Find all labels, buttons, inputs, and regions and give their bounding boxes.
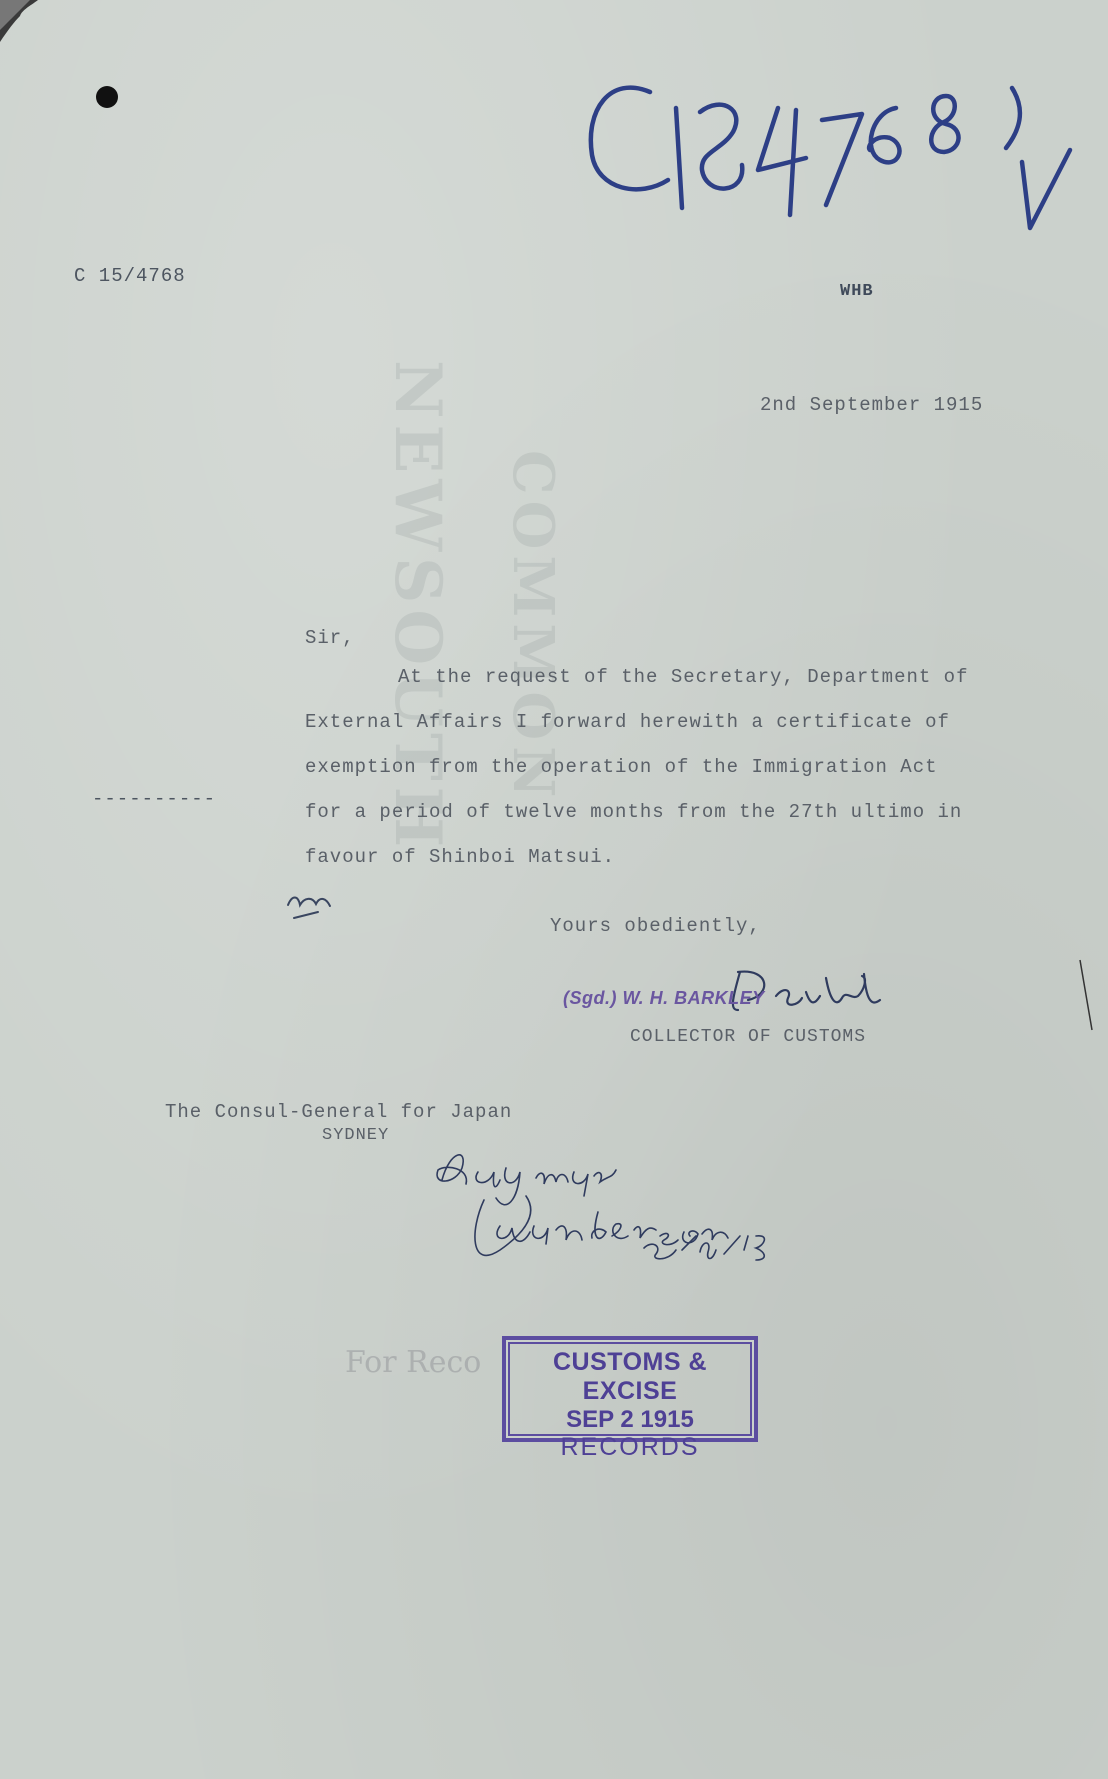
handwritten-reference-number xyxy=(591,88,1070,228)
watermark: NEWSOUTH xyxy=(380,360,455,854)
addressee: The Consul-General for Japan xyxy=(165,1101,513,1123)
body-line: exemption from the operation of the Immigration Act xyxy=(305,756,938,778)
salutation: Sir, xyxy=(305,627,355,649)
signature-stamp: (Sgd.) W. H. BARKLEY xyxy=(563,988,765,1008)
handwritten-notes xyxy=(437,1155,764,1260)
body-line: favour of Shinboi Matsui. xyxy=(305,846,616,868)
watermark: COMMON xyxy=(500,450,566,804)
addressee-city: SYDNEY xyxy=(322,1126,390,1145)
stamp-line: CUSTOMS & EXCISE xyxy=(552,1348,708,1405)
dash-marker: ---------- xyxy=(92,788,217,810)
body-line: At the request of the Secretary, Department of xyxy=(398,666,969,688)
letter-date: 2nd September 1915 xyxy=(760,394,984,416)
records-stamp xyxy=(502,1336,758,1462)
stamp-date: SEP 2 1915 xyxy=(566,1405,694,1433)
faint-stamp: For Reco xyxy=(345,1345,482,1380)
typed-reference: C 15/4768 xyxy=(74,265,186,287)
closing: Yours obediently, xyxy=(550,915,761,937)
signatory-title: COLLECTOR OF CUSTOMS xyxy=(630,1027,867,1047)
body-line: External Affairs I forward herewith a certificate of xyxy=(305,711,950,733)
margin-line xyxy=(1080,960,1092,1030)
stamp-line: RECORDS xyxy=(560,1433,700,1462)
handwritten-tick-mark xyxy=(288,898,330,919)
body-line: for a period of twelve months from the 27th ultimo in xyxy=(305,801,963,823)
initials: WHB xyxy=(840,282,874,301)
